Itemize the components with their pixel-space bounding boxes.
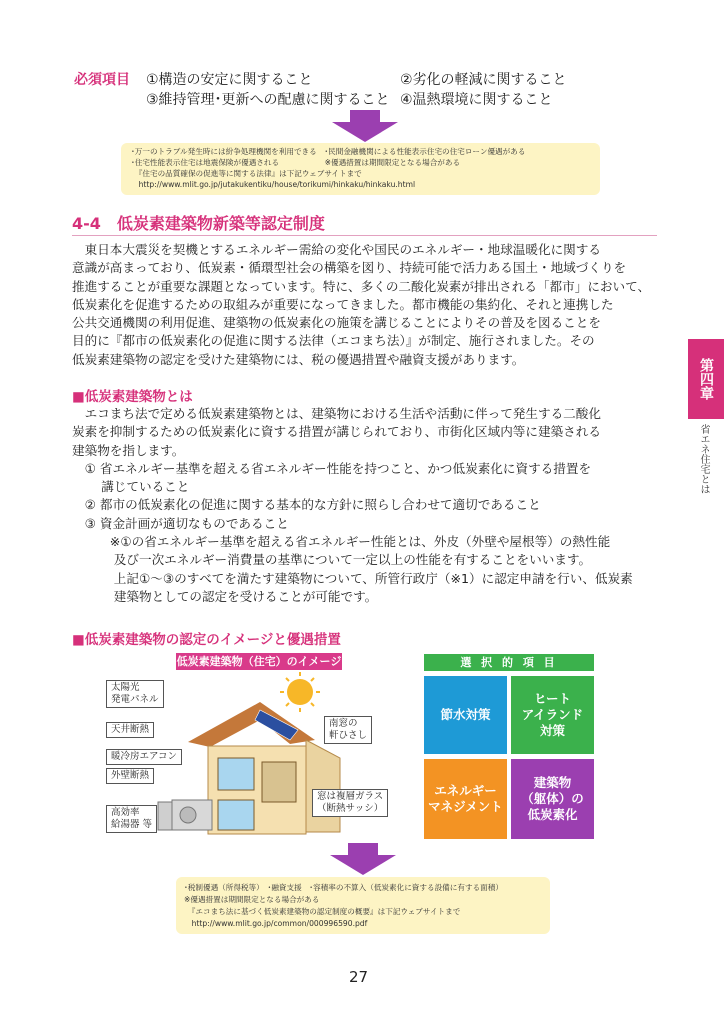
definition-line: 及び一次エネルギー消費量の基準について一定以上の性能を有することをいいます。 bbox=[72, 552, 592, 568]
callout-ceiling-insulation: 天井断熱 bbox=[106, 722, 154, 738]
house-side-wall bbox=[306, 740, 340, 832]
definition-line: ② 都市の低炭素化の促進に関する基本的な方針に照らし合わせて適切であること bbox=[72, 497, 541, 513]
callout-solar-panel: 太陽光 発電パネル bbox=[106, 680, 164, 708]
intro-line: 低炭素化を促進するための取組みが重要になってきました。都市機能の集約化、それと連携した bbox=[72, 296, 614, 312]
down-arrow-icon bbox=[350, 110, 380, 122]
chapter-side-label: 省エネ住宅とは bbox=[698, 424, 709, 494]
definition-line: 上記①～③のすべてを満たす建築物について、所管行政庁（※1）に認定申請を行い、低炭素 bbox=[72, 570, 633, 586]
callout-double-glazing: 窓は複層ガラス （断熱サッシ） bbox=[312, 789, 388, 817]
tile-heat-island: ヒート アイランド 対策 bbox=[511, 676, 594, 754]
tile-water-saving: 節水対策 bbox=[424, 676, 507, 754]
incentives-line: 『エコまち法に基づく低炭素建築物の認定制度の概要』は下記ウェブサイトまで bbox=[184, 907, 461, 916]
intro-line: 東日本大震災を契機とするエネルギー需給の変化や国民のエネルギー・地球温暖化に関する bbox=[72, 242, 601, 257]
sun-icon bbox=[287, 679, 313, 705]
definition-line: エコまち法で定める低炭素建築物とは、建築物における生活や活動に伴って発生する二酸化 bbox=[72, 406, 601, 421]
requirement-3: ③維持管理･更新への配慮に関すること bbox=[146, 92, 390, 108]
callout-water-heater: 高効率 給湯器 等 bbox=[106, 805, 157, 833]
requirements-label: 必須項目 bbox=[74, 72, 130, 88]
window-shape bbox=[218, 758, 254, 790]
water-heater-icon bbox=[158, 802, 172, 830]
tile-energy-management: エネルギー マネジメント bbox=[424, 759, 507, 839]
benefits-line: ･住宅性能表示住宅は地震保険が優遇される ※優遇措置は期間限定となる場合がある bbox=[131, 158, 461, 167]
definition-line: ① 省エネルギー基準を超える省エネルギー性能を持つこと、かつ低炭素化に資する措置を bbox=[72, 460, 592, 476]
benefits-line: 『住宅の品質確保の促進等に関する法律』は下記ウェブサイトまで bbox=[131, 169, 362, 178]
intro-paragraph bbox=[72, 241, 650, 369]
tile-building-low-carbon: 建築物 （躯体）の 低炭素化 bbox=[511, 759, 594, 839]
intro-line: 目的に『都市の低炭素化の促進に関する法律（エコまち法）』が制定、施行されました。その bbox=[72, 333, 595, 349]
intro-line: 低炭素建築物の認定を受けた建築物には、税の優遇措置や融資支援があります。 bbox=[72, 351, 525, 367]
callout-eaves: 南窓の 軒ひさし bbox=[324, 716, 372, 744]
benefits-url[interactable]: http://www.mlit.go.jp/jutakukentiku/house/torikumi/hinkaku/hinkaku.html bbox=[131, 180, 416, 189]
page-number: 27 bbox=[349, 968, 369, 986]
definition-line: ③ 資金計画が適切なものであること bbox=[72, 515, 289, 531]
requirement-4: ④温熱環境に関すること bbox=[400, 92, 553, 108]
intro-line: 推進することが重要な課題となっています。特に、多くの二酸化炭素が排出される「都市」において、 bbox=[72, 278, 651, 294]
incentives-box bbox=[176, 877, 550, 934]
incentives-line: ※優遇措置は期間限定となる場合がある bbox=[184, 895, 320, 904]
callout-aircon: 暖冷房エアコン bbox=[106, 749, 182, 765]
illustration-title: 低炭素建築物（住宅）のイメージ bbox=[176, 655, 342, 668]
roof-shape bbox=[188, 702, 315, 747]
intro-line: 公共交通機関の利用促進、建築物の低炭素化の施策を講じることによりその普及を図ることを bbox=[72, 315, 601, 331]
section-divider bbox=[72, 235, 657, 236]
definition-paragraph bbox=[72, 405, 633, 606]
chapter-tab: 第四章 bbox=[688, 339, 724, 419]
selective-items-header: 選 択 的 項 目 bbox=[424, 654, 594, 671]
definition-line: 炭素を抑制するための低炭素化に資する措置が講じられており、市街化区域内等に建築される bbox=[72, 424, 601, 440]
benefits-line: ･万一のトラブル発生時には紛争処理機関を利用できる ･民間金融機関による性能表示住宅の住宅ローン優遇がある bbox=[131, 147, 526, 156]
definition-line: ※①の省エネルギー基準を超える省エネルギー性能とは、外皮（外壁や屋根等）の熱性能 bbox=[72, 534, 611, 550]
down-arrow-icon bbox=[348, 843, 378, 855]
section-title: 4-4 低炭素建築物新築等認定制度 bbox=[72, 214, 325, 233]
window-shape bbox=[262, 762, 296, 802]
incentives-url[interactable]: http://www.mlit.go.jp/common/000996590.pdf bbox=[184, 919, 368, 928]
benefits-box bbox=[121, 143, 600, 195]
down-arrow-head-icon bbox=[332, 122, 398, 142]
requirement-1: ①構造の安定に関すること bbox=[146, 72, 313, 88]
intro-line: 意識が高まっており、低炭素・循環型社会の構築を図り、持続可能で活力ある国土・地域づくりを bbox=[72, 260, 627, 276]
incentives-line: ･税制優遇（所得税等） ･融資支援 ･容積率の不算入（低炭素化に資する設備に有する面積） bbox=[184, 883, 503, 892]
down-arrow-head-icon bbox=[330, 855, 396, 875]
definition-line: 建築物を指します。 bbox=[72, 442, 185, 458]
definition-line: 講じていること bbox=[72, 479, 190, 495]
subsection-title: ■低炭素建築物の認定のイメージと優遇措置 bbox=[72, 632, 341, 648]
subsection-title: ■低炭素建築物とは bbox=[72, 389, 193, 405]
requirement-2: ②劣化の軽減に関すること bbox=[400, 72, 567, 88]
window-shape bbox=[218, 800, 254, 830]
callout-wall-insulation: 外壁断熱 bbox=[106, 768, 154, 784]
definition-line: 建築物としての認定を受けることが可能です。 bbox=[72, 588, 378, 604]
